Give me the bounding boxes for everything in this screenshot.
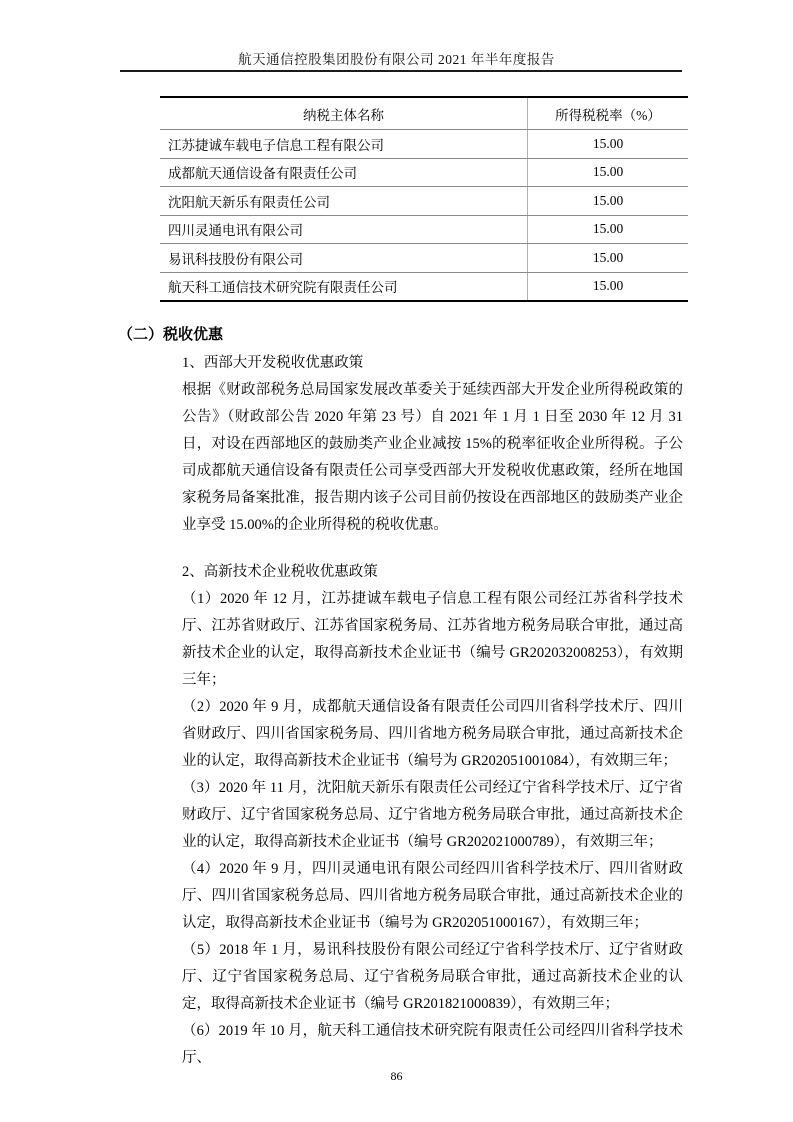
tax-rate-cell: 15.00 bbox=[528, 158, 688, 187]
page-header-title: 航天通信控股集团股份有限公司 2021 年半年度报告 bbox=[238, 52, 555, 67]
table-row bbox=[160, 272, 688, 301]
header-divider bbox=[120, 70, 682, 72]
hightech-item-4: （4）2020 年 9 月，四川灵通电讯有限公司经四川省科学技术厅、四川省财政厅、四川省国家税务总局、四川省地方税务局联合审批，通过高新技术企业的认定，取得高新技术企业证书（编号为 GR202051000167），有效期三年； bbox=[182, 861, 683, 931]
table-row bbox=[160, 130, 688, 159]
entity-name-cell: 沈阳航天新乐有限责任公司 bbox=[160, 187, 528, 216]
tax-rate-table bbox=[160, 96, 688, 302]
tax-rate-cell: 15.00 bbox=[592, 278, 624, 294]
entity-name-cell: 四川灵通电讯有限公司 bbox=[160, 215, 528, 244]
entity-name-cell: 易讯科技股份有限公司 bbox=[160, 244, 528, 273]
page-number: 86 bbox=[390, 1069, 403, 1083]
hightech-item-6: （6）2019 年 10 月，航天科工通信技术研究院有限责任公司经四川省科学技术厅、 bbox=[182, 1023, 683, 1066]
table-row bbox=[160, 187, 688, 216]
subsection-1-title: 1、西部大开发税收优惠政策 bbox=[182, 355, 364, 371]
table-row bbox=[160, 244, 688, 273]
entity-name-cell: 江苏捷诚车载电子信息工程有限公司 bbox=[160, 130, 528, 159]
entity-name-cell: 航天科工通信技术研究院有限责任公司 bbox=[160, 272, 528, 301]
hightech-item-3: （3）2020 年 11 月，沈阳航天新乐有限责任公司经辽宁省科学技术厅、辽宁省财政厅、辽宁省国家税务总局、辽宁省地方税务局联合审批，通过高新技术企业的认定，取得高新技术企业证书（编号 GR202021000789），有效期三年； bbox=[182, 780, 683, 850]
table-row bbox=[160, 158, 688, 187]
tax-rate-cell: 15.00 bbox=[528, 244, 688, 273]
tax-rate-cell: 15.00 bbox=[528, 215, 688, 244]
hightech-item-5: （5）2018 年 1 月，易讯科技股份有限公司经辽宁省科学技术厅、辽宁省财政厅、辽宁省国家税务总局、辽宁省税务局联合审批，通过高新技术企业的认定，取得高新技术企业证书（编号 GR201821000839），有效期三年； bbox=[182, 942, 683, 1012]
table-header-row bbox=[160, 97, 688, 130]
column-header-tax-rate: 所得税税率（%） bbox=[528, 97, 688, 130]
hightech-item-2: （2）2020 年 9 月，成都航天通信设备有限责任公司四川省科学技术厅、四川省财政厅、四川省国家税务局、四川省地方税务局联合审批，通过高新技术企业的认定，取得高新技术企业证书（编号为 GR202051001084），有效期三年； bbox=[182, 699, 683, 769]
subsection-2-title: 2、高新技术企业税收优惠政策 bbox=[182, 564, 378, 580]
table-row bbox=[160, 215, 688, 244]
paragraph-western-development-policy: 根据《财政部税务总局国家发展改革委关于延续西部大开发企业所得税政策的公告》（财政部公告 2020 年第 23 号）自 2021 年 1 月 1 日至 2030 年 12 月 31 日，对设在西部地区的鼓励类产业企业减按 15%的税率征收企业所得税。子公司成都航天通信设备有限责任公司享受西部大开发税收优惠政策，经所在地国家税务局备案批准，报告期内该子公司目前仍按设在西部地区的鼓励类产业企业享受 15.00%的企业所得税的税收优惠。 bbox=[182, 382, 683, 533]
tax-rate-cell: 15.00 bbox=[528, 187, 688, 216]
tax-rate-cell: 15.00 bbox=[528, 130, 688, 159]
section-number: （二） bbox=[118, 327, 164, 343]
hightech-item-1: （1）2020 年 12 月，江苏捷诚车载电子信息工程有限公司经江苏省科学技术厅、江苏省财政厅、江苏省国家税务局、江苏省地方税务局联合审批，通过高新技术企业的认定，取得高新技术企业证书（编号 GR202032008253），有效期三年； bbox=[182, 591, 683, 688]
section-tax-incentives bbox=[118, 321, 684, 1072]
column-header-entity-name: 纳税主体名称 bbox=[160, 97, 528, 130]
entity-name-cell: 成都航天通信设备有限责任公司 bbox=[160, 158, 528, 187]
section-body bbox=[182, 349, 683, 1072]
section-title: 税收优惠 bbox=[163, 327, 224, 343]
section-heading bbox=[118, 321, 684, 349]
